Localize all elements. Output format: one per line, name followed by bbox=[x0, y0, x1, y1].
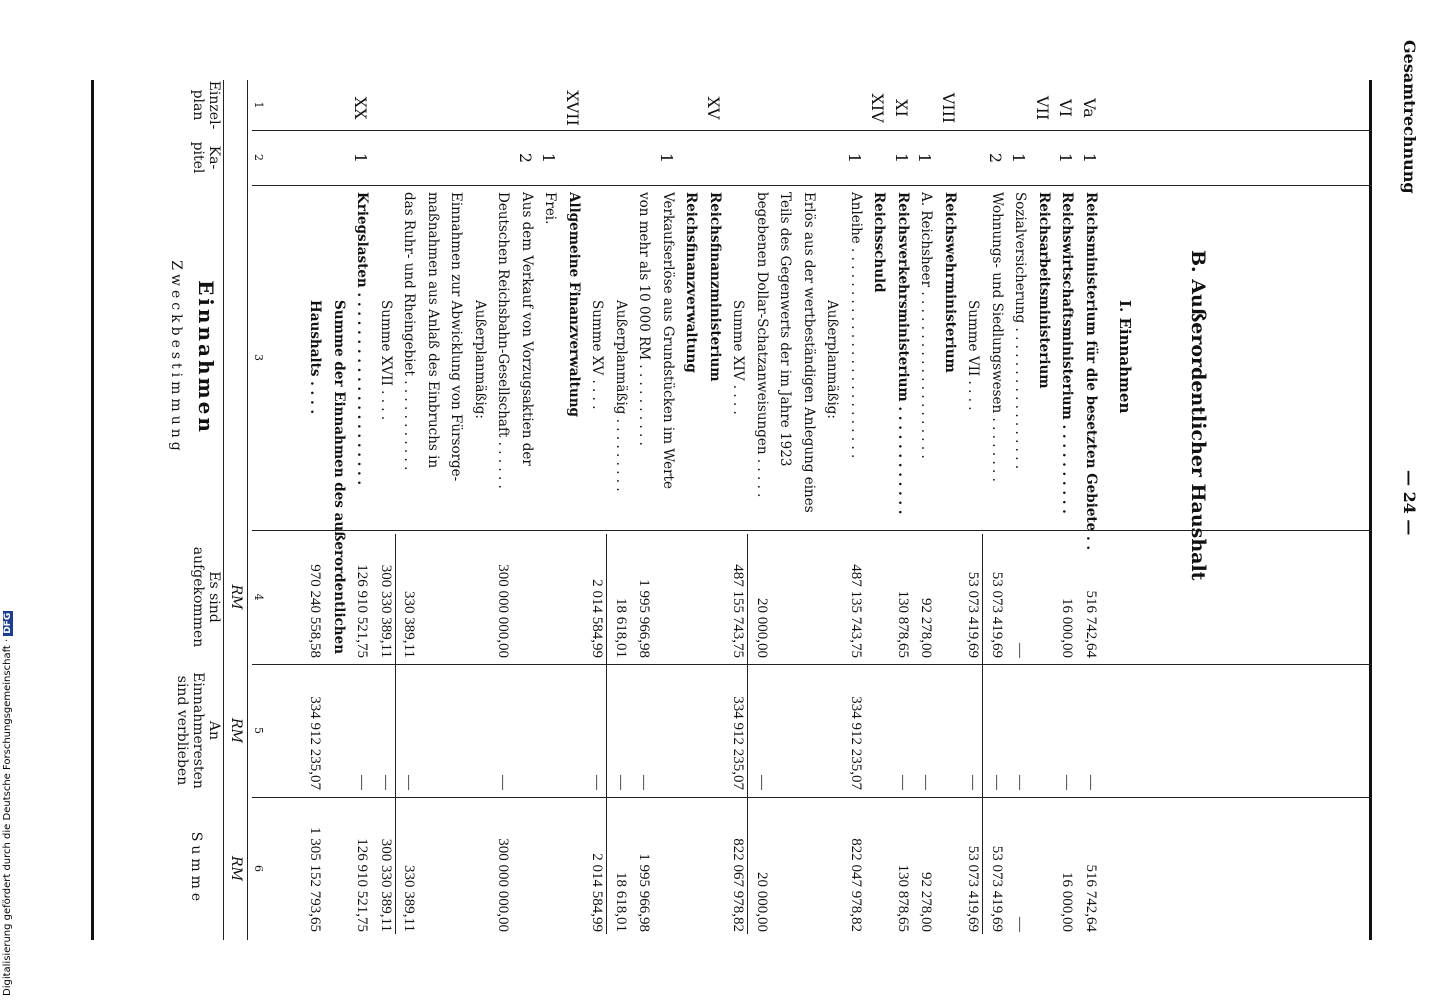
row-kapitel: 1 bbox=[915, 152, 935, 164]
row-value-summe: 18 618,01 bbox=[613, 872, 629, 932]
row-plan: Va bbox=[1080, 98, 1099, 118]
row-value-aufgekommen: 18 618,01 bbox=[613, 598, 629, 658]
row-text: Reichsministerium für die besetzten Gebiete . . bbox=[1083, 192, 1099, 551]
row-value-aufgekommen: 16 000,00 bbox=[1059, 598, 1076, 658]
row-text: Teils des Gegenwerts der im Jahre 1923 bbox=[777, 192, 794, 467]
row-value-aufgekommen: 300 000 000,00 bbox=[495, 564, 512, 658]
header-bottom-rule bbox=[223, 80, 224, 940]
row-value-summe: 300 330 389,11 bbox=[378, 838, 394, 932]
col-number: 4 bbox=[252, 593, 265, 601]
col-divider bbox=[252, 797, 1372, 798]
row-value-summe: — bbox=[1012, 917, 1029, 932]
row-plan: XV bbox=[704, 96, 723, 120]
row-value-summe: 53 073 419,69 bbox=[989, 845, 1005, 932]
sum-rule bbox=[748, 534, 749, 934]
row-text: Kriegslasten . . . . . . . . . . . . . . . . . . . . . bbox=[354, 192, 371, 486]
row-value-aufgekommen: 2 014 584,99 bbox=[589, 579, 606, 658]
row-text: begebenen Dollar-Schatzanweisungen . . . . . bbox=[754, 192, 770, 498]
row-kapitel: 1 bbox=[892, 152, 911, 164]
col-number: 2 bbox=[252, 154, 265, 161]
row-value-reste: 334 912 235,07 bbox=[848, 696, 864, 790]
col-head-summe: Summe bbox=[188, 831, 204, 906]
row-value-aufgekommen: 487 135 743,75 bbox=[848, 564, 864, 658]
row-value-reste: — bbox=[636, 775, 653, 790]
row-kapitel: 1 bbox=[351, 152, 371, 164]
row-value-reste: — bbox=[965, 775, 982, 790]
row-text: Deutschen Reichsbahn-Gesellschaft . . . . . . bbox=[495, 192, 512, 489]
row-text: das Ruhr- und Rheingebiet . . . . . . . . . . . bbox=[401, 192, 418, 471]
col-head-aufgekommen: Es sind aufgekommen bbox=[190, 546, 222, 648]
row-text: Summe XVII . . . . bbox=[378, 300, 394, 421]
row-text: Haushalts . . . . bbox=[307, 300, 324, 415]
row-value-aufgekommen: 330 389,11 bbox=[401, 591, 418, 658]
row-kapitel: 1 bbox=[539, 152, 559, 164]
col-divider bbox=[252, 185, 1372, 186]
row-value-aufgekommen: 487 155 743,75 bbox=[730, 564, 747, 658]
row-value-reste: — bbox=[895, 775, 911, 790]
row-text: Reichswirtschaftsministerium . . . . . . . . . . bbox=[1059, 192, 1076, 514]
row-value-summe: 92 278,00 bbox=[918, 872, 935, 932]
row-text: Reichsfinanzministerium bbox=[707, 192, 723, 382]
col-unit-5: RM bbox=[228, 718, 244, 743]
row-value-reste: — bbox=[354, 775, 371, 790]
sum-rule bbox=[983, 534, 984, 934]
row-text: Reichsfinanzverwaltung bbox=[683, 192, 700, 373]
row-value-reste: — bbox=[613, 775, 629, 790]
row-value-summe: 130 878,65 bbox=[895, 864, 911, 932]
row-plan: XX bbox=[351, 96, 371, 120]
row-value-summe: 300 000 000,00 bbox=[495, 838, 512, 932]
row-text: Reichsverkehrsministerium . . . . . . . . . . . . bbox=[895, 192, 911, 515]
row-text: Summe XIV . . . . bbox=[730, 300, 747, 415]
row-value-summe: 1 995 966,98 bbox=[636, 853, 653, 932]
row-value-reste: 334 912 235,07 bbox=[730, 696, 747, 790]
row-text: Summe VII . . . . bbox=[965, 300, 982, 411]
row-kapitel: 1 bbox=[1056, 152, 1076, 164]
row-value-aufgekommen: 53 073 419,69 bbox=[989, 571, 1005, 658]
row-value-summe: 822 047 978,82 bbox=[848, 838, 864, 932]
row-text: Reichsschuld bbox=[871, 192, 888, 293]
row-value-aufgekommen: 126 910 521,75 bbox=[354, 564, 371, 658]
credit-text: Digitalisierung gefördert durch die Deutsche Forschungsgemeinschaft · bbox=[2, 638, 13, 996]
table-bottom-rule bbox=[91, 80, 94, 940]
row-value-reste: 334 912 235,07 bbox=[307, 696, 324, 790]
row-value-aufgekommen: 53 073 419,69 bbox=[965, 571, 982, 658]
row-kapitel: 2 bbox=[516, 152, 535, 164]
row-text: A. Reichsheer . . . . . . . . . . . . . . . . . . . . bbox=[918, 192, 935, 459]
col-number: 1 bbox=[252, 101, 265, 109]
row-text: Außerplanmäßig: bbox=[472, 300, 488, 419]
row-kapitel: 1 bbox=[657, 152, 676, 164]
row-value-summe: 20 000,00 bbox=[754, 872, 770, 932]
row-kapitel: 1 bbox=[1080, 152, 1099, 164]
row-plan: VI bbox=[1056, 99, 1076, 117]
section-title: B. Außerordentlicher Haushalt bbox=[1187, 250, 1209, 581]
row-text: Verkaufserlöse aus Grundstücken im Werte bbox=[660, 192, 676, 489]
col-head-kapitel: Ka- pitel bbox=[190, 141, 222, 174]
row-value-summe: 53 073 419,69 bbox=[965, 845, 982, 932]
row-value-reste: — bbox=[754, 775, 770, 790]
row-value-aufgekommen: 20 000,00 bbox=[754, 598, 770, 658]
row-plan: XI bbox=[892, 99, 911, 117]
col-number: 3 bbox=[252, 354, 265, 361]
col-head-zweck: Zweckbestimmung bbox=[168, 260, 184, 455]
row-text: Sozialversicherung . . . . . . . . . . . . . . . . . bbox=[1012, 192, 1029, 470]
col-head-reste: An Einnahmeresten sind verblieben bbox=[174, 672, 222, 789]
row-text: von mehr als 10 000 RM . . . . . . . . . . bbox=[636, 192, 653, 446]
col-head-einnahmen: Einnahmen bbox=[194, 280, 218, 435]
row-text: Aus dem Verkauf von Vorzugsaktien der bbox=[519, 192, 535, 466]
row-value-reste: — bbox=[589, 775, 606, 790]
dfg-credit bbox=[2, 611, 13, 996]
row-value-reste: — bbox=[401, 775, 418, 790]
row-plan: XVII bbox=[563, 90, 582, 126]
row-text: maßnahmen aus Anlaß des Einbruchs in bbox=[425, 192, 441, 469]
row-value-aufgekommen: 516 742,64 bbox=[1083, 590, 1099, 658]
sum-rule bbox=[395, 534, 396, 934]
row-value-aufgekommen: 1 995 966,98 bbox=[636, 579, 653, 658]
row-kapitel: 1 bbox=[1009, 152, 1029, 164]
row-value-aufgekommen: 130 878,65 bbox=[895, 590, 911, 658]
row-value-summe: 822 067 978,82 bbox=[730, 838, 747, 932]
row-text: Einnahmen zur Abwicklung von Fürsorge- bbox=[448, 192, 465, 482]
row-value-reste: — bbox=[918, 775, 935, 790]
row-kapitel: 2 bbox=[986, 152, 1005, 164]
row-value-summe: 1 305 152 793,65 bbox=[307, 827, 324, 932]
row-value-reste: — bbox=[1059, 775, 1076, 790]
row-text: Summe der Einnahmen des außerordentlichen bbox=[331, 300, 347, 655]
col-divider bbox=[252, 130, 1372, 131]
row-plan: VIII bbox=[939, 92, 958, 124]
section-subtitle: I. Einnahmen bbox=[1116, 300, 1134, 414]
dfg-logo: DFG bbox=[3, 612, 13, 634]
row-value-reste: — bbox=[1012, 775, 1029, 790]
row-plan: VII bbox=[1033, 95, 1052, 121]
row-value-summe: 516 742,64 bbox=[1083, 864, 1099, 932]
row-value-summe: 330 389,11 bbox=[401, 865, 418, 932]
row-text: Allgemeine Finanzverwaltung bbox=[566, 192, 582, 417]
table-top-rule bbox=[1369, 80, 1372, 940]
row-text: Außerplanmäßig: bbox=[824, 300, 841, 419]
row-value-aufgekommen: 970 240 558,58 bbox=[307, 564, 324, 658]
row-value-aufgekommen: — bbox=[1012, 643, 1029, 658]
row-text: Frei. bbox=[542, 192, 559, 225]
row-value-summe: 126 910 521,75 bbox=[354, 838, 371, 932]
row-text: Anleihe . . . . . . . . . . . . . . . . . . . . . . . . . bbox=[848, 192, 864, 459]
col-unit-4: RM bbox=[228, 584, 244, 610]
row-value-reste: — bbox=[1083, 775, 1099, 790]
row-value-reste: — bbox=[378, 775, 394, 790]
row-text: Wohnungs- und Siedlungswesen . . . . . . . . bbox=[989, 192, 1005, 482]
row-value-reste: — bbox=[989, 775, 1005, 790]
page-number: — 24 — bbox=[1400, 470, 1419, 536]
row-text: Erlös aus der wertbeständigen Anlegung eines bbox=[801, 192, 817, 513]
row-value-summe: 16 000,00 bbox=[1059, 872, 1076, 932]
row-value-aufgekommen: 300 330 389,11 bbox=[378, 564, 394, 658]
row-text: Reichsarbeitsministerium bbox=[1036, 192, 1052, 389]
row-kapitel: 1 bbox=[845, 152, 864, 164]
col-divider bbox=[252, 664, 1372, 665]
col-unit-6: RM bbox=[228, 856, 244, 881]
row-text: Reichswehrministerium bbox=[942, 192, 958, 373]
header-left: Gesamtrechnung bbox=[1400, 40, 1419, 194]
col-number: 5 bbox=[252, 727, 265, 734]
sum-rule bbox=[607, 534, 608, 934]
row-text: Summe XV . . . . bbox=[589, 300, 606, 410]
row-value-summe: 2 014 584,99 bbox=[589, 853, 606, 932]
row-value-reste: — bbox=[495, 775, 512, 790]
row-text: Außerplanmäßig . . . . . . . . . bbox=[613, 300, 629, 492]
col-numbers-rule bbox=[247, 80, 248, 940]
col-number: 6 bbox=[252, 865, 265, 872]
col-head-plan: Einzel- plan bbox=[190, 80, 222, 130]
row-value-aufgekommen: 92 278,00 bbox=[918, 598, 935, 658]
row-plan: XIV bbox=[868, 93, 888, 123]
